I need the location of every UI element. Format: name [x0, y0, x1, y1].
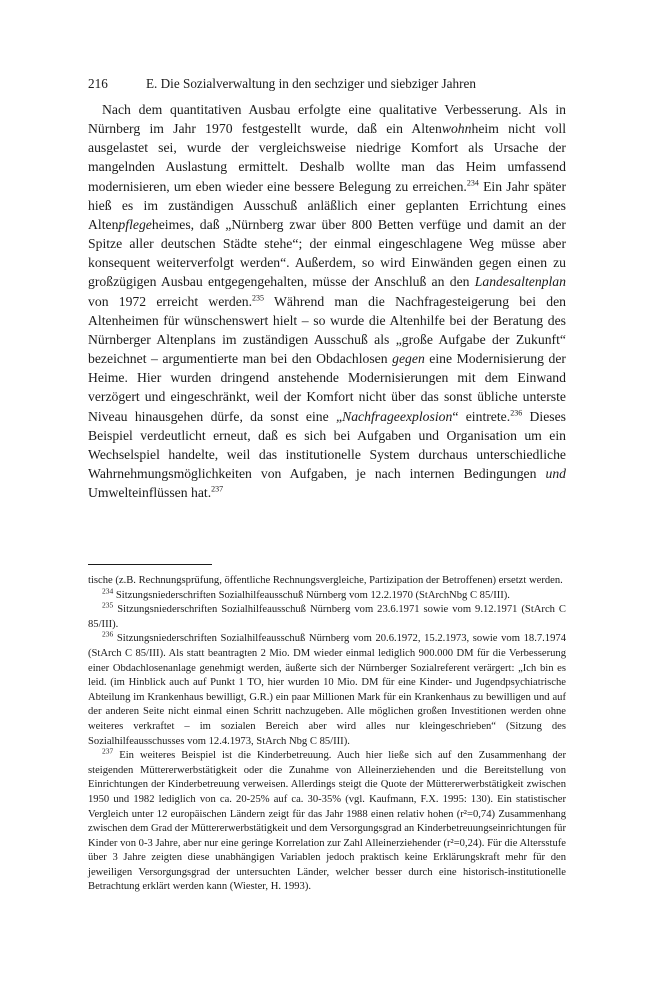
footnote-ref[interactable]: 237 — [211, 484, 224, 494]
footnote-text: Sitzungsniederschriften Sozialhilfeausschuß Nürnberg vom 12.2.1970 (StArchNbg C 85/III). — [113, 589, 510, 601]
footnote-number: 236 — [102, 629, 114, 639]
footnote-ref[interactable]: 236 — [510, 407, 523, 417]
footnote-number: 237 — [102, 746, 114, 756]
text-run: heim nicht voll ausgelastet sei, wurde der vergleichsweise niedrige Komfort als Ursache der mangelnden Auslastung ermittelt. Deshalb wollte man das Heim umfassend modernisieren, um eben wieder eine bessere Belegung zu erreichen. — [88, 121, 566, 194]
emphasis-text: Nachfrageexplosion — [342, 408, 453, 424]
text-run: Ein Jahr später hieß es im zuständigen Ausschuß anläßlich einer geplanten Errichtung eines Alten — [88, 178, 566, 232]
body-paragraph — [88, 100, 566, 502]
footnote-ref[interactable]: 234 — [466, 178, 479, 188]
footnote-rule — [88, 564, 212, 565]
emphasis-text: pflege — [118, 216, 152, 232]
footnote-text: Ein weiteres Beispiel ist die Kinderbetreuung. Auch hier ließe sich auf den Zusammenhang der steigenden Müttererwerbstätigkeit oder die Zunahme von Alleinerziehenden und die Bereitstellung von Einrichtungen der Kinderbetreuung verweisen. Allerdings steigt die Quote der Müttererwerbstätigkeit zwischen 1950 und 1982 lediglich von ca. 20-25% auf ca. 30-35% (vgl. Kaufmann, F.X. 1995: 130). Ein statistischer Vergleich unter 12 europäischen Ländern zeigt für das Jahr 1988 einen relativ hohen (r²=0,74) Zusammenhang zwischen dem Grad der Müttererwerbstätigkeit und dem Versorgungsgrad an Kinderbetreuungseinrichtungen für Kinder von 0-3 Jahre, aber nur eine geringe Korrelation zur Zahl Alleinerziehender (r²=0,24). Für die Altersstufe über 3 Jahre zeigten diese unabhängigen Variablen jedoch praktisch keine Erklärungskraft mehr für den jeweiligen Versorgungsgrad der untersuchten Länder, welcher besser durch eine historisch-institutionelle Betrachtung erklärt werden kann (Wiester, H. 1993). — [88, 750, 566, 893]
footnote — [88, 600, 566, 632]
text-run: eine Modernisierung der Heime. Hier wurden dringend anstehende Modernisierungen mit dem Einwand verzögert und eingeschränkt, weil der Komfort nicht über das sonst übliche unterste Niveau hinausgehen dürfe, da sonst eine „ — [88, 351, 566, 424]
text-run: Umwelteinflüssen hat. — [88, 485, 212, 501]
main-text — [88, 100, 566, 502]
page-number: 216 — [88, 76, 108, 91]
chapter-title: E. Die Sozialverwaltung in den sechziger und siebziger Jahren — [146, 76, 476, 91]
text-run: Während man die Nachfragesteigerung bei den Altenheimen für wünschenswert hielt – so wurde die Altenhilfe bei der Beratung des Nürnberger Altenplans im zuständigen Ausschuß als „große Aufgabe der Zukunft“ bezeichnet – argumentierte man bei den Obdachlosen — [88, 293, 567, 367]
footnote-continuation: tische (z.B. Rechnungsprüfung, öffentliche Rechnungsvergleiche, Partizipation der Betroffenen) ersetzt werden. — [88, 575, 563, 586]
text-run: “ eintrete. — [452, 408, 511, 424]
footnote — [88, 746, 566, 895]
footnote-ref[interactable]: 235 — [252, 293, 265, 302]
emphasis-text: und — [545, 465, 566, 481]
text-run: Nach dem quantitativen Ausbau erfolgte eine qualitative Verbesserung. Als in Nürnberg im Jahr 1970 festgestellt wurde, daß ein Alten — [88, 102, 566, 137]
footnote — [88, 629, 566, 749]
footnote-text: Sitzungsniederschriften Sozialhilfeausschuß Nürnberg vom 20.6.1972, 15.2.1973, sowie vom 18.7.1974 (StArch C 85/III). Als statt beantragten 2 Mio. DM wieder einmal lediglich 900.000 DM für die Verbesserung einer Obdachlosenanlage genehmigt werden, äußerte sich der Nürnberger Sozialreferent verärgert: „Ich bin es leid. (im Hinblick auch auf Punkt 1 TO, hier wurden 10 Mio. DM für eine Kinder- und Jugendpsychiatrische Abteilung im Krankenhaus bewilligt, G.R.) ein paar Millionen Mark für ein Krankenhaus zu bewilligen und auf der anderen Seite nicht einmal einen Schritt nachzugeben. Alle möglichen großen Investitionen werden ohne weiteres verkraftet – im sozialen Bereich aber wird alles nur kleingeschrieben“ (Sitzung des Sozialhilfeausschusses vom 12.4.1973, StArch Nbg C 85/III). — [88, 633, 566, 747]
footnote-list — [88, 586, 566, 895]
text-run: von 1972 erreicht werden. — [88, 293, 253, 309]
footnote-number: 234 — [102, 586, 114, 596]
text-run: Dieses Beispiel verdeutlicht erneut, daß es sich bei Aufgaben und Organisation um ein Wechselspiel handelte, weil das institutionelle System durchaus unterschiedliche Wahrnehmungsmöglichkeiten von Aufgaben, je nach internen Bedingungen — [88, 408, 566, 481]
emphasis-text: gegen — [392, 351, 425, 367]
text-run: heimes, daß „Nürnberg zwar über 800 Betten verfüge und damit an der Spitze aller deutschen Städte stehe“; der einmal eingeschlagene Weg müsse aber konsequent weiterverfolgt werden“. Außerdem, so wird Einwänden gegen einen zu großzügigen Ausbau entgegengehalten, müsse der Anschluß an den — [88, 216, 566, 290]
footnote — [88, 586, 566, 604]
footnote-number: 235 — [102, 600, 114, 610]
emphasis-text: wohn — [441, 121, 472, 137]
running-head — [88, 76, 566, 92]
emphasis-text: Landesaltenplan — [474, 274, 566, 290]
footnote-text: Sitzungsniederschriften Sozialhilfeausschuß Nürnberg vom 23.6.1971 sowie vom 9.12.1971 (StArch C 85/III). — [88, 604, 566, 630]
footnotes — [88, 574, 566, 895]
